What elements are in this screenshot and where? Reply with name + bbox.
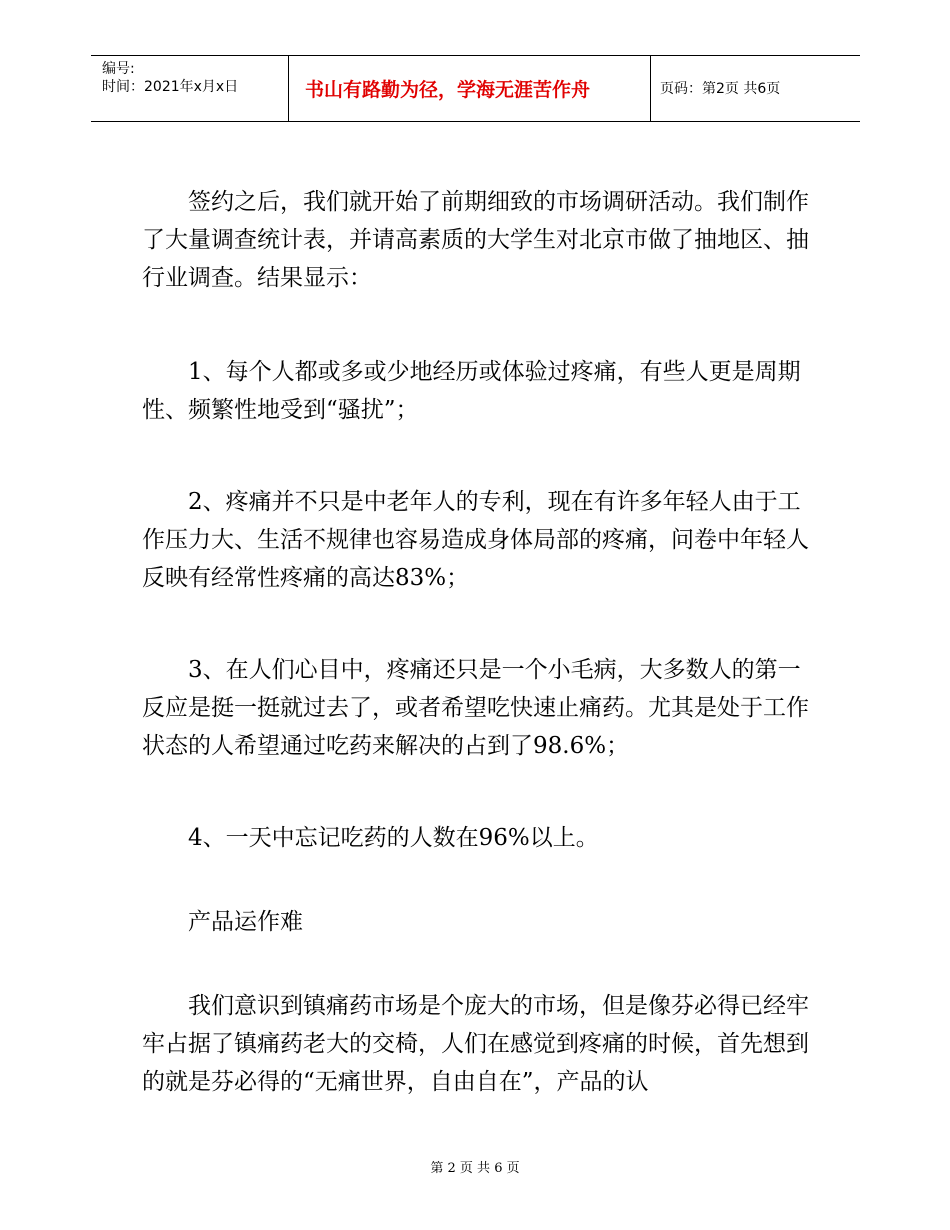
paragraph-finding-4: 4、一天中忘记吃药的人数在96%以上。 [188,825,599,851]
paragraph-finding-3: 3、在人们心目中，疼痛还只是一个小毛病，大多数人的第一反应是挺一挺就过去了，或者希望吃快速止痛药。尤其是处于工作状态的人希望通过吃药来解决的占到了98.6%； [142,657,809,759]
document-time-label: 时间：2021年x月x日 [102,79,239,95]
paragraph-market: 我们意识到镇痛药市场是个庞大的市场，但是像芬必得已经牢牢占据了镇痛药老大的交椅，人们在感觉到疼痛的时候，首先想到的就是芬必得的“无痛世界，自由自在”，产品的认 [142,993,809,1095]
header-bottom-rule [91,121,860,122]
section-heading: 产品运作难 [188,909,303,935]
header-divider-left [288,56,289,121]
header-divider-right [650,56,651,121]
paragraph-finding-2: 2、疼痛并不只是中老年人的专利，现在有许多年轻人由于工作压力大、生活不规律也容易造成身体局部的疼痛，问卷中年轻人反映有经常性疼痛的高达83%； [142,489,809,591]
document-number-label: 编号: [102,61,135,77]
header-top-rule [91,55,860,56]
paragraph-intro: 签约之后，我们就开始了前期细致的市场调研活动。我们制作了大量调查统计表，并请高素质的大学生对北京市做了抽地区、抽行业调查。结果显示： [142,189,809,291]
page-footer: 第 2 页 共 6 页 [430,1161,520,1176]
header-motto: 书山有路勤为径，学海无涯苦作舟 [305,79,591,101]
header-page-info: 页码：第2页 共6页 [660,81,781,97]
paragraph-finding-1: 1、每个人都或多或少地经历或体验过疼痛，有些人更是周期性、频繁性地受到“骚扰”； [142,359,801,423]
